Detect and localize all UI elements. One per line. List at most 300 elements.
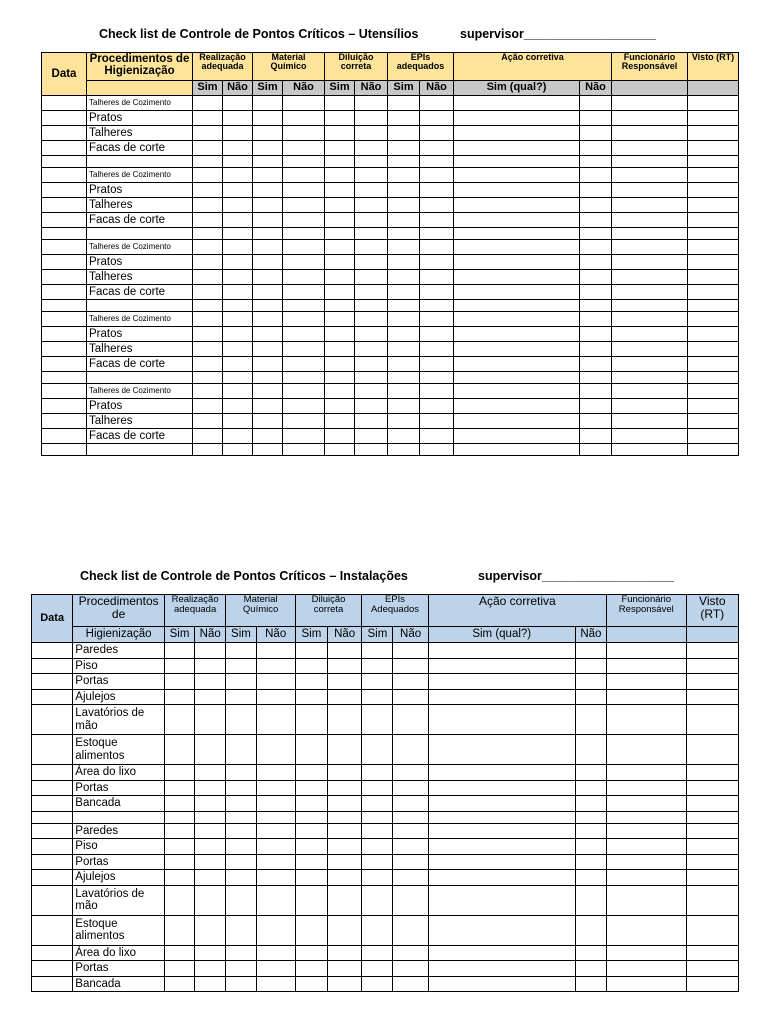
check-cell[interactable] xyxy=(362,870,393,886)
check-cell[interactable] xyxy=(688,126,739,141)
check-cell[interactable] xyxy=(612,168,688,183)
check-cell[interactable] xyxy=(164,945,194,961)
check-cell[interactable] xyxy=(454,183,580,198)
check-cell[interactable] xyxy=(454,270,580,285)
date-cell[interactable] xyxy=(42,327,87,342)
check-cell[interactable] xyxy=(393,674,428,690)
date-cell[interactable] xyxy=(42,270,87,285)
check-cell[interactable] xyxy=(393,915,428,945)
check-cell[interactable] xyxy=(195,870,226,886)
check-cell[interactable] xyxy=(256,796,295,812)
check-cell[interactable] xyxy=(325,300,355,312)
date-cell[interactable] xyxy=(42,156,87,168)
check-cell[interactable] xyxy=(454,240,580,255)
check-cell[interactable] xyxy=(256,915,295,945)
check-cell[interactable] xyxy=(454,168,580,183)
check-cell[interactable] xyxy=(580,342,612,357)
check-cell[interactable] xyxy=(686,674,738,690)
date-cell[interactable] xyxy=(32,674,73,690)
check-cell[interactable] xyxy=(688,228,739,240)
check-cell[interactable] xyxy=(195,885,226,915)
check-cell[interactable] xyxy=(193,228,223,240)
check-cell[interactable] xyxy=(195,689,226,705)
check-cell[interactable] xyxy=(325,156,355,168)
check-cell[interactable] xyxy=(393,870,428,886)
check-cell[interactable] xyxy=(575,961,606,977)
check-cell[interactable] xyxy=(688,183,739,198)
check-cell[interactable] xyxy=(362,961,393,977)
check-cell[interactable] xyxy=(193,183,223,198)
date-cell[interactable] xyxy=(32,885,73,915)
check-cell[interactable] xyxy=(454,198,580,213)
check-cell[interactable] xyxy=(328,823,362,839)
check-cell[interactable] xyxy=(575,705,606,735)
check-cell[interactable] xyxy=(193,255,223,270)
check-cell[interactable] xyxy=(193,384,223,399)
check-cell[interactable] xyxy=(193,300,223,312)
check-cell[interactable] xyxy=(355,168,388,183)
check-cell[interactable] xyxy=(428,811,575,823)
check-cell[interactable] xyxy=(295,765,327,781)
check-cell[interactable] xyxy=(283,312,325,327)
check-cell[interactable] xyxy=(164,870,194,886)
check-cell[interactable] xyxy=(388,198,420,213)
check-cell[interactable] xyxy=(325,342,355,357)
check-cell[interactable] xyxy=(612,444,688,456)
check-cell[interactable] xyxy=(393,811,428,823)
check-cell[interactable] xyxy=(580,312,612,327)
check-cell[interactable] xyxy=(606,915,686,945)
check-cell[interactable] xyxy=(283,444,325,456)
check-cell[interactable] xyxy=(325,312,355,327)
check-cell[interactable] xyxy=(193,240,223,255)
check-cell[interactable] xyxy=(253,213,283,228)
check-cell[interactable] xyxy=(388,384,420,399)
check-cell[interactable] xyxy=(454,372,580,384)
check-cell[interactable] xyxy=(420,312,454,327)
check-cell[interactable] xyxy=(388,399,420,414)
date-cell[interactable] xyxy=(32,705,73,735)
check-cell[interactable] xyxy=(355,213,388,228)
check-cell[interactable] xyxy=(428,674,575,690)
check-cell[interactable] xyxy=(420,270,454,285)
check-cell[interactable] xyxy=(164,674,194,690)
check-cell[interactable] xyxy=(325,96,355,111)
check-cell[interactable] xyxy=(355,255,388,270)
date-cell[interactable] xyxy=(32,796,73,812)
check-cell[interactable] xyxy=(325,240,355,255)
check-cell[interactable] xyxy=(256,811,295,823)
check-cell[interactable] xyxy=(283,285,325,300)
check-cell[interactable] xyxy=(362,705,393,735)
check-cell[interactable] xyxy=(355,96,388,111)
check-cell[interactable] xyxy=(686,765,738,781)
check-cell[interactable] xyxy=(328,674,362,690)
check-cell[interactable] xyxy=(283,111,325,126)
check-cell[interactable] xyxy=(612,399,688,414)
check-cell[interactable] xyxy=(393,643,428,659)
check-cell[interactable] xyxy=(295,961,327,977)
check-cell[interactable] xyxy=(606,643,686,659)
check-cell[interactable] xyxy=(606,689,686,705)
check-cell[interactable] xyxy=(388,357,420,372)
date-cell[interactable] xyxy=(42,126,87,141)
check-cell[interactable] xyxy=(580,429,612,444)
check-cell[interactable] xyxy=(688,414,739,429)
check-cell[interactable] xyxy=(328,658,362,674)
date-cell[interactable] xyxy=(42,414,87,429)
check-cell[interactable] xyxy=(226,643,256,659)
date-cell[interactable] xyxy=(32,643,73,659)
check-cell[interactable] xyxy=(195,705,226,735)
check-cell[interactable] xyxy=(575,780,606,796)
check-cell[interactable] xyxy=(355,342,388,357)
check-cell[interactable] xyxy=(164,780,194,796)
check-cell[interactable] xyxy=(686,839,738,855)
check-cell[interactable] xyxy=(420,168,454,183)
check-cell[interactable] xyxy=(195,674,226,690)
check-cell[interactable] xyxy=(428,961,575,977)
check-cell[interactable] xyxy=(454,213,580,228)
check-cell[interactable] xyxy=(223,126,253,141)
check-cell[interactable] xyxy=(575,765,606,781)
check-cell[interactable] xyxy=(362,945,393,961)
check-cell[interactable] xyxy=(388,414,420,429)
check-cell[interactable] xyxy=(325,414,355,429)
check-cell[interactable] xyxy=(355,285,388,300)
check-cell[interactable] xyxy=(686,885,738,915)
date-cell[interactable] xyxy=(42,111,87,126)
check-cell[interactable] xyxy=(420,357,454,372)
check-cell[interactable] xyxy=(362,854,393,870)
check-cell[interactable] xyxy=(606,823,686,839)
check-cell[interactable] xyxy=(362,796,393,812)
check-cell[interactable] xyxy=(223,213,253,228)
check-cell[interactable] xyxy=(283,270,325,285)
check-cell[interactable] xyxy=(295,658,327,674)
check-cell[interactable] xyxy=(164,735,194,765)
check-cell[interactable] xyxy=(362,735,393,765)
check-cell[interactable] xyxy=(164,915,194,945)
check-cell[interactable] xyxy=(393,780,428,796)
check-cell[interactable] xyxy=(686,796,738,812)
check-cell[interactable] xyxy=(580,414,612,429)
check-cell[interactable] xyxy=(223,255,253,270)
check-cell[interactable] xyxy=(355,312,388,327)
check-cell[interactable] xyxy=(393,945,428,961)
check-cell[interactable] xyxy=(253,384,283,399)
check-cell[interactable] xyxy=(223,300,253,312)
check-cell[interactable] xyxy=(686,689,738,705)
check-cell[interactable] xyxy=(686,780,738,796)
check-cell[interactable] xyxy=(195,643,226,659)
date-cell[interactable] xyxy=(42,444,87,456)
check-cell[interactable] xyxy=(612,327,688,342)
check-cell[interactable] xyxy=(388,156,420,168)
check-cell[interactable] xyxy=(575,945,606,961)
check-cell[interactable] xyxy=(164,765,194,781)
check-cell[interactable] xyxy=(688,300,739,312)
check-cell[interactable] xyxy=(295,976,327,992)
check-cell[interactable] xyxy=(193,156,223,168)
check-cell[interactable] xyxy=(253,327,283,342)
check-cell[interactable] xyxy=(328,705,362,735)
check-cell[interactable] xyxy=(575,735,606,765)
check-cell[interactable] xyxy=(580,240,612,255)
check-cell[interactable] xyxy=(612,300,688,312)
check-cell[interactable] xyxy=(355,357,388,372)
check-cell[interactable] xyxy=(223,372,253,384)
check-cell[interactable] xyxy=(362,674,393,690)
check-cell[interactable] xyxy=(226,823,256,839)
check-cell[interactable] xyxy=(256,823,295,839)
check-cell[interactable] xyxy=(688,429,739,444)
date-cell[interactable] xyxy=(42,183,87,198)
check-cell[interactable] xyxy=(223,285,253,300)
check-cell[interactable] xyxy=(355,156,388,168)
check-cell[interactable] xyxy=(393,839,428,855)
check-cell[interactable] xyxy=(612,198,688,213)
check-cell[interactable] xyxy=(606,796,686,812)
check-cell[interactable] xyxy=(420,342,454,357)
check-cell[interactable] xyxy=(195,854,226,870)
check-cell[interactable] xyxy=(164,705,194,735)
check-cell[interactable] xyxy=(688,342,739,357)
check-cell[interactable] xyxy=(580,300,612,312)
date-cell[interactable] xyxy=(32,689,73,705)
check-cell[interactable] xyxy=(253,372,283,384)
check-cell[interactable] xyxy=(226,765,256,781)
check-cell[interactable] xyxy=(420,384,454,399)
check-cell[interactable] xyxy=(580,126,612,141)
check-cell[interactable] xyxy=(388,96,420,111)
check-cell[interactable] xyxy=(253,183,283,198)
check-cell[interactable] xyxy=(355,183,388,198)
check-cell[interactable] xyxy=(355,270,388,285)
check-cell[interactable] xyxy=(580,285,612,300)
check-cell[interactable] xyxy=(283,96,325,111)
check-cell[interactable] xyxy=(612,312,688,327)
date-cell[interactable] xyxy=(32,823,73,839)
check-cell[interactable] xyxy=(256,885,295,915)
check-cell[interactable] xyxy=(612,126,688,141)
check-cell[interactable] xyxy=(328,854,362,870)
check-cell[interactable] xyxy=(223,444,253,456)
check-cell[interactable] xyxy=(283,327,325,342)
check-cell[interactable] xyxy=(328,885,362,915)
check-cell[interactable] xyxy=(295,870,327,886)
check-cell[interactable] xyxy=(420,399,454,414)
check-cell[interactable] xyxy=(223,141,253,156)
check-cell[interactable] xyxy=(388,312,420,327)
check-cell[interactable] xyxy=(606,674,686,690)
check-cell[interactable] xyxy=(283,183,325,198)
check-cell[interactable] xyxy=(164,689,194,705)
check-cell[interactable] xyxy=(164,823,194,839)
check-cell[interactable] xyxy=(253,156,283,168)
check-cell[interactable] xyxy=(580,213,612,228)
check-cell[interactable] xyxy=(688,357,739,372)
check-cell[interactable] xyxy=(223,96,253,111)
check-cell[interactable] xyxy=(454,342,580,357)
check-cell[interactable] xyxy=(256,839,295,855)
check-cell[interactable] xyxy=(283,141,325,156)
check-cell[interactable] xyxy=(393,885,428,915)
check-cell[interactable] xyxy=(428,885,575,915)
check-cell[interactable] xyxy=(575,885,606,915)
check-cell[interactable] xyxy=(253,357,283,372)
check-cell[interactable] xyxy=(388,444,420,456)
check-cell[interactable] xyxy=(295,735,327,765)
check-cell[interactable] xyxy=(295,674,327,690)
check-cell[interactable] xyxy=(606,976,686,992)
check-cell[interactable] xyxy=(325,111,355,126)
check-cell[interactable] xyxy=(355,414,388,429)
check-cell[interactable] xyxy=(328,945,362,961)
check-cell[interactable] xyxy=(226,854,256,870)
check-cell[interactable] xyxy=(355,300,388,312)
check-cell[interactable] xyxy=(428,839,575,855)
check-cell[interactable] xyxy=(355,228,388,240)
check-cell[interactable] xyxy=(428,915,575,945)
check-cell[interactable] xyxy=(295,823,327,839)
check-cell[interactable] xyxy=(362,780,393,796)
check-cell[interactable] xyxy=(325,183,355,198)
check-cell[interactable] xyxy=(575,658,606,674)
check-cell[interactable] xyxy=(393,823,428,839)
check-cell[interactable] xyxy=(454,399,580,414)
check-cell[interactable] xyxy=(195,945,226,961)
check-cell[interactable] xyxy=(328,961,362,977)
check-cell[interactable] xyxy=(428,945,575,961)
check-cell[interactable] xyxy=(193,327,223,342)
check-cell[interactable] xyxy=(606,658,686,674)
check-cell[interactable] xyxy=(454,141,580,156)
check-cell[interactable] xyxy=(388,429,420,444)
check-cell[interactable] xyxy=(388,327,420,342)
check-cell[interactable] xyxy=(223,228,253,240)
check-cell[interactable] xyxy=(388,285,420,300)
check-cell[interactable] xyxy=(295,839,327,855)
check-cell[interactable] xyxy=(454,156,580,168)
date-cell[interactable] xyxy=(42,384,87,399)
check-cell[interactable] xyxy=(295,811,327,823)
check-cell[interactable] xyxy=(420,285,454,300)
check-cell[interactable] xyxy=(295,780,327,796)
check-cell[interactable] xyxy=(580,228,612,240)
check-cell[interactable] xyxy=(688,444,739,456)
check-cell[interactable] xyxy=(362,643,393,659)
check-cell[interactable] xyxy=(575,811,606,823)
check-cell[interactable] xyxy=(256,854,295,870)
check-cell[interactable] xyxy=(325,357,355,372)
check-cell[interactable] xyxy=(283,255,325,270)
check-cell[interactable] xyxy=(454,312,580,327)
check-cell[interactable] xyxy=(328,915,362,945)
check-cell[interactable] xyxy=(355,141,388,156)
check-cell[interactable] xyxy=(223,414,253,429)
check-cell[interactable] xyxy=(328,796,362,812)
check-cell[interactable] xyxy=(688,285,739,300)
check-cell[interactable] xyxy=(606,870,686,886)
date-cell[interactable] xyxy=(32,976,73,992)
check-cell[interactable] xyxy=(223,357,253,372)
check-cell[interactable] xyxy=(428,735,575,765)
check-cell[interactable] xyxy=(325,198,355,213)
check-cell[interactable] xyxy=(355,198,388,213)
check-cell[interactable] xyxy=(612,183,688,198)
check-cell[interactable] xyxy=(253,141,283,156)
check-cell[interactable] xyxy=(193,198,223,213)
check-cell[interactable] xyxy=(420,240,454,255)
check-cell[interactable] xyxy=(164,885,194,915)
check-cell[interactable] xyxy=(193,213,223,228)
date-cell[interactable] xyxy=(32,961,73,977)
check-cell[interactable] xyxy=(328,643,362,659)
check-cell[interactable] xyxy=(283,168,325,183)
check-cell[interactable] xyxy=(256,658,295,674)
check-cell[interactable] xyxy=(283,399,325,414)
date-cell[interactable] xyxy=(42,96,87,111)
check-cell[interactable] xyxy=(575,689,606,705)
check-cell[interactable] xyxy=(325,168,355,183)
check-cell[interactable] xyxy=(420,255,454,270)
check-cell[interactable] xyxy=(606,961,686,977)
date-cell[interactable] xyxy=(32,811,73,823)
check-cell[interactable] xyxy=(256,780,295,796)
date-cell[interactable] xyxy=(32,735,73,765)
check-cell[interactable] xyxy=(355,429,388,444)
date-cell[interactable] xyxy=(42,399,87,414)
check-cell[interactable] xyxy=(223,240,253,255)
check-cell[interactable] xyxy=(420,156,454,168)
check-cell[interactable] xyxy=(688,327,739,342)
check-cell[interactable] xyxy=(428,870,575,886)
check-cell[interactable] xyxy=(606,811,686,823)
check-cell[interactable] xyxy=(195,915,226,945)
check-cell[interactable] xyxy=(362,915,393,945)
check-cell[interactable] xyxy=(362,839,393,855)
check-cell[interactable] xyxy=(606,945,686,961)
check-cell[interactable] xyxy=(420,198,454,213)
check-cell[interactable] xyxy=(580,168,612,183)
check-cell[interactable] xyxy=(612,429,688,444)
check-cell[interactable] xyxy=(686,658,738,674)
check-cell[interactable] xyxy=(612,384,688,399)
check-cell[interactable] xyxy=(454,327,580,342)
check-cell[interactable] xyxy=(223,198,253,213)
check-cell[interactable] xyxy=(253,126,283,141)
check-cell[interactable] xyxy=(612,372,688,384)
check-cell[interactable] xyxy=(195,780,226,796)
check-cell[interactable] xyxy=(688,312,739,327)
check-cell[interactable] xyxy=(253,429,283,444)
date-cell[interactable] xyxy=(32,870,73,886)
check-cell[interactable] xyxy=(606,885,686,915)
check-cell[interactable] xyxy=(428,643,575,659)
check-cell[interactable] xyxy=(686,854,738,870)
check-cell[interactable] xyxy=(686,823,738,839)
check-cell[interactable] xyxy=(223,327,253,342)
check-cell[interactable] xyxy=(612,156,688,168)
check-cell[interactable] xyxy=(420,96,454,111)
check-cell[interactable] xyxy=(283,240,325,255)
check-cell[interactable] xyxy=(226,674,256,690)
check-cell[interactable] xyxy=(393,796,428,812)
check-cell[interactable] xyxy=(686,915,738,945)
check-cell[interactable] xyxy=(606,735,686,765)
check-cell[interactable] xyxy=(193,126,223,141)
